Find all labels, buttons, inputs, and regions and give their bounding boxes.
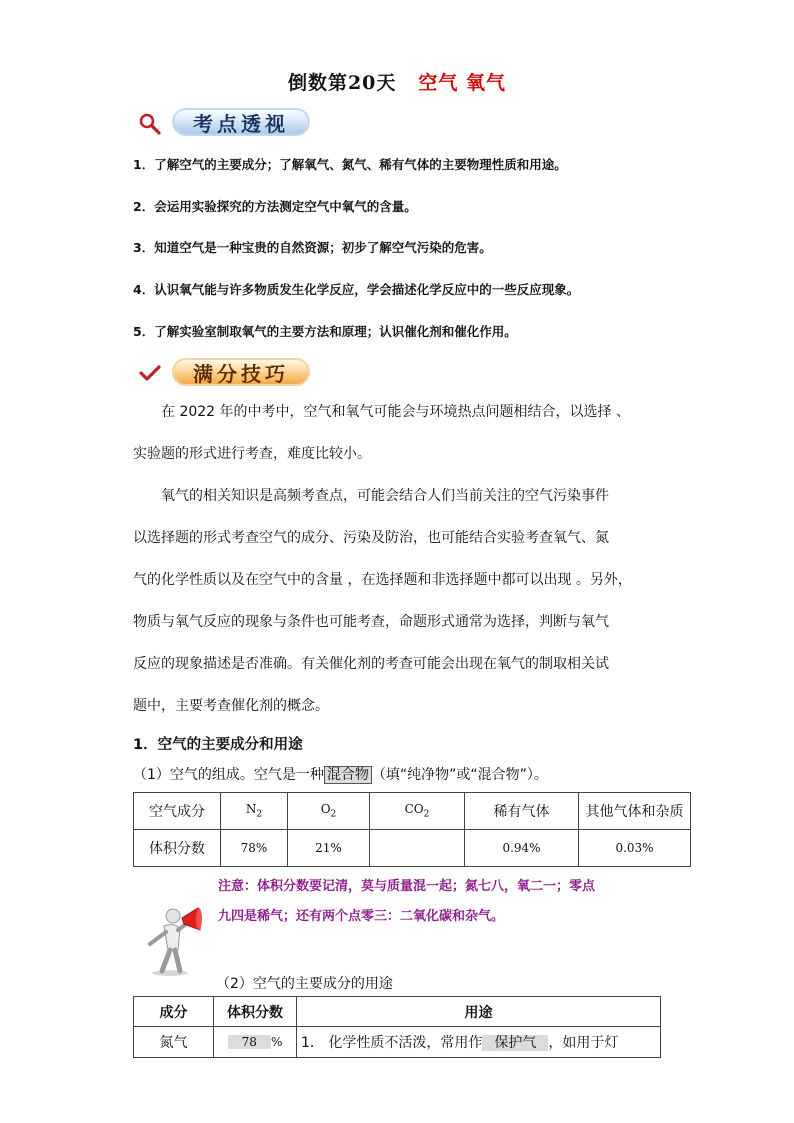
objective-3: 3．知道空气是一种宝贵的自然资源；初步了解空气污染的危害。 — [133, 240, 492, 255]
paragraph-2-line-2: 以选择题的形式考查空气的成分、污染及防治，也可能结合实验考查氧气、氮 — [133, 530, 609, 546]
paragraph-1-line-1: 在 2022 年的中考中，空气和氧气可能会与环境热点问题相结合，以选择 、 — [161, 404, 630, 420]
memory-tip-note — [218, 872, 688, 932]
cell-o2-value: 21% — [288, 830, 370, 867]
cell-header-component: 成分 — [134, 997, 214, 1027]
page-title — [0, 68, 794, 95]
cell-header-co2 — [370, 793, 465, 830]
cell-rare-gas-value: 0.94% — [465, 830, 579, 867]
cell-header-use: 用途 — [297, 997, 661, 1027]
section-1-heading: 1．空气的主要成分和用途 — [133, 737, 303, 753]
cell-co2-value — [370, 830, 465, 867]
megaphone-figure-icon — [140, 902, 202, 978]
answer-protective-gas: 保护气 — [482, 1035, 548, 1051]
paragraph-1-line-2: 实验题的形式进行考查，难度比较小。 — [133, 446, 371, 462]
magnifier-icon — [138, 112, 162, 136]
paragraph-2-line-4: 物质与氧气反应的现象与条件也可能考查，命题形式通常为选择，判断与氧气 — [133, 614, 609, 630]
n2-symbol: N — [245, 802, 257, 817]
cell-header-volume-fraction: 体积分数 — [214, 997, 297, 1027]
paragraph-2-line-1: 氧气的相关知识是高频考查点，可能会结合人们当前关注的空气污染事件 — [161, 488, 609, 504]
objective-1: 1．了解空气的主要成分；了解氧气、氮气、稀有气体的主要物理性质和用途。 — [133, 157, 567, 172]
table-row-header — [134, 997, 661, 1027]
cell-header-o2 — [288, 793, 370, 830]
cell-nitrogen: 氮气 — [134, 1027, 214, 1058]
sub-question-1-suffix: （填“纯净物”或“混合物”）。 — [371, 767, 548, 783]
cell-header-other: 其他气体和杂质 — [579, 793, 691, 830]
air-composition-table — [133, 792, 691, 867]
cell-other-value: 0.03% — [579, 830, 691, 867]
cell-header-n2 — [221, 793, 288, 830]
cell-nitrogen-fraction — [214, 1027, 297, 1058]
sub-question-1-prefix: （1）空气的组成。空气是一种 — [133, 767, 324, 783]
answer-mixture: 混合物 — [324, 766, 372, 784]
table-row-header — [134, 793, 691, 830]
objective-2: 2．会运用实验探究的方法测定空气中氧气的含量。 — [133, 199, 417, 214]
title-topic: 空气 氧气 — [418, 72, 507, 94]
note-line-2: 九四是稀气；还有两个点零三：二氧化碳和杂气。 — [218, 909, 505, 924]
n2-subscript: 2 — [256, 809, 263, 820]
air-component-uses-table — [133, 996, 661, 1058]
paragraph-2-line-5: 反应的现象描述是否准确。有关催化剂的考查可能会出现在氧气的制取相关试 — [133, 656, 609, 672]
title-day: 倒数第20天 — [287, 72, 397, 94]
cell-n2-value: 78% — [221, 830, 288, 867]
co2-symbol: CO — [404, 802, 424, 817]
banner-kaodian — [172, 108, 310, 136]
checkmark-icon — [138, 362, 162, 384]
co2-subscript: 2 — [423, 809, 430, 820]
banner-kaodian-label: 考点透视 — [193, 111, 289, 136]
nitrogen-use-suffix: ，如用于灯 — [548, 1035, 619, 1051]
table-row — [134, 1027, 661, 1058]
nitrogen-use-prefix: 1． 化学性质不活泼，常用作 — [301, 1035, 483, 1051]
percent-sign: % — [270, 1035, 283, 1049]
answer-nitrogen-fraction: 78 — [228, 1035, 271, 1049]
cell-header-component: 空气成分 — [134, 793, 221, 830]
sub-question-1 — [133, 764, 548, 784]
note-line-1: 注意：体积分数要记清，莫与质量混一起；氮七八，氧二一；零点 — [218, 879, 596, 894]
banner-manfen — [172, 358, 310, 386]
table-row — [134, 830, 691, 867]
cell-nitrogen-use — [297, 1027, 661, 1058]
paragraph-2 — [133, 475, 693, 727]
sub-question-2-label: （2）空气的主要成分的用途 — [216, 976, 393, 992]
paragraph-2-line-6: 题中，主要考查催化剂的概念。 — [133, 698, 329, 714]
o2-subscript: 2 — [330, 809, 337, 820]
o2-symbol: O — [320, 802, 331, 817]
objective-4: 4．认识氧气能与许多物质发生化学反应，学会描述化学反应中的一些反应现象。 — [133, 282, 580, 297]
paragraph-2-line-3: 气的化学性质以及在空气中的含量 ，在选择题和非选择题中都可以出现 。另外， — [133, 572, 632, 588]
objective-5: 5．了解实验室制取氧气的主要方法和原理；认识催化剂和催化作用。 — [133, 324, 517, 339]
cell-header-rare-gas: 稀有气体 — [465, 793, 579, 830]
cell-volume-fraction-label: 体积分数 — [134, 830, 221, 867]
banner-manfen-label: 满分技巧 — [193, 361, 289, 386]
paragraph-1 — [133, 391, 693, 475]
